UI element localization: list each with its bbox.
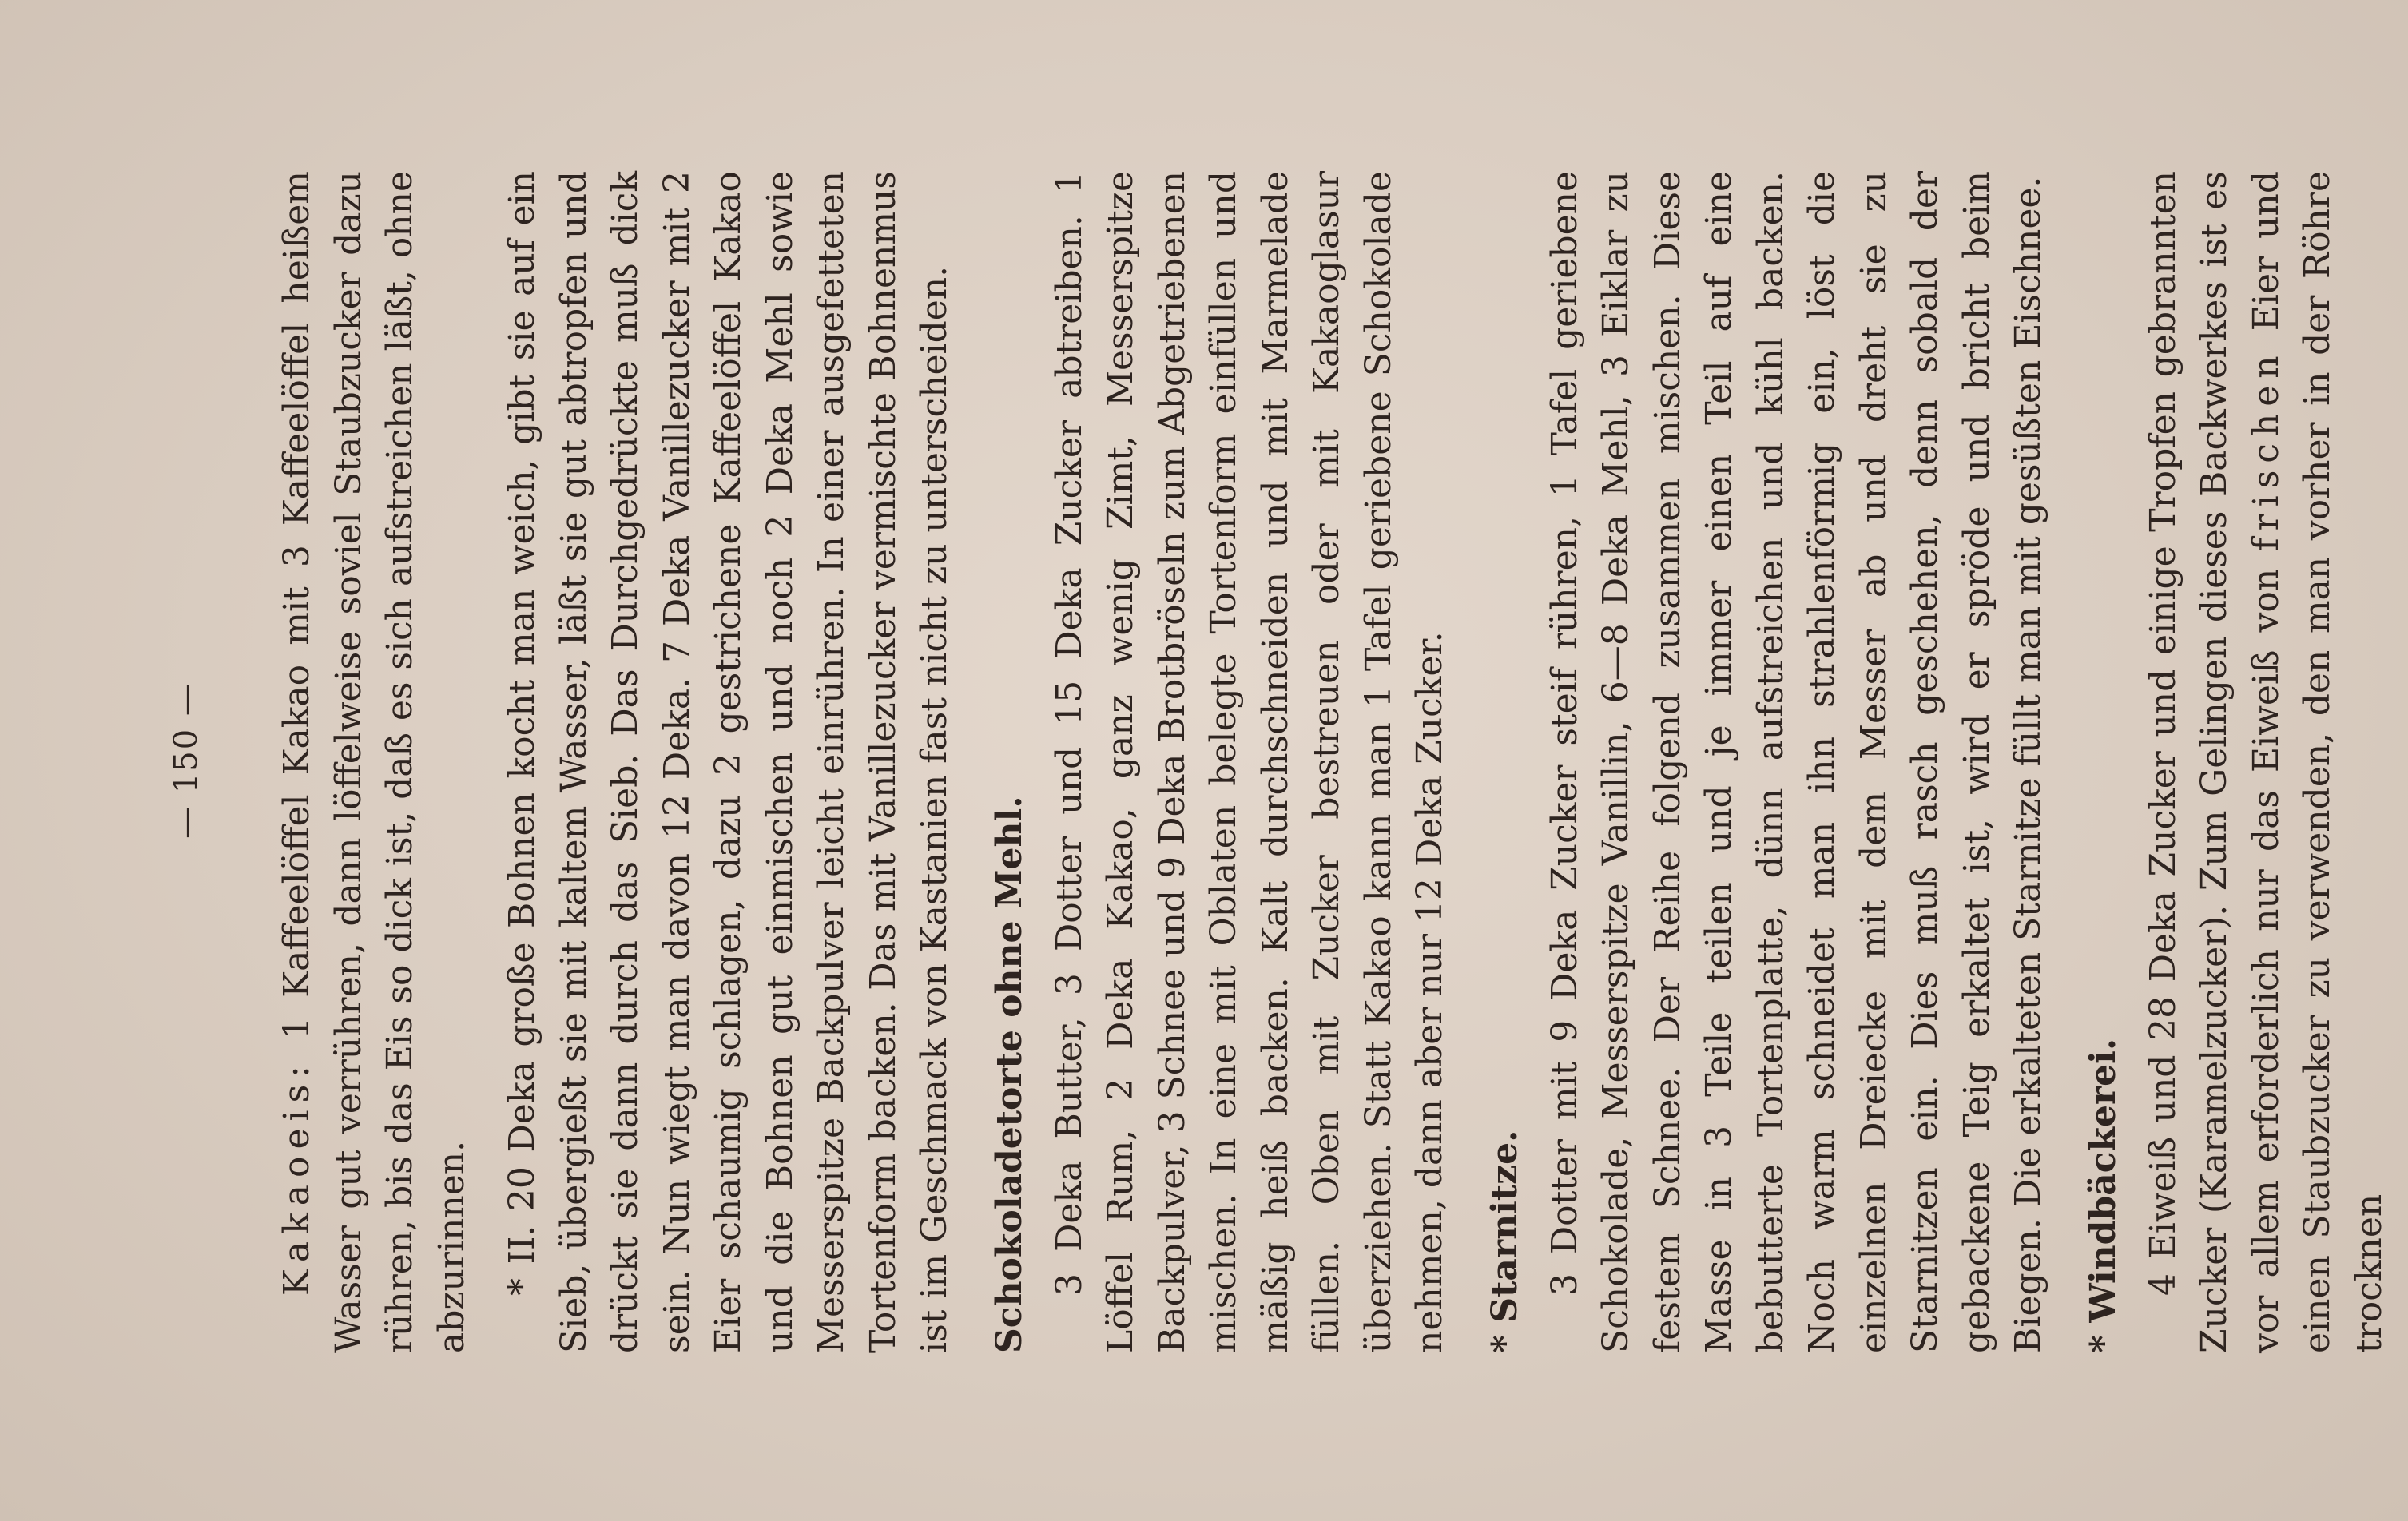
- schokoladetorte-paragraph: 3 Deka Butter, 3 Dotter und 15 Deka Zucker abtreiben. 1 Löffel Rum, 2 Deka Kakao, ganz wenig Zimt, Messerspitze Backpulver, 3 Schnee und 9 Deka Brotbröseln zum Abgetriebenen mischen. In eine mit Oblaten belegte Tortenform einfüllen und mäßig heiß backen. Kalt durchschneiden und mit Marmelade füllen. Oben mit Zucker bestreuen oder mit Kakaoglasur überziehen. Statt Kakao kann man 1 Tafel geriebene Schokolade nehmen, dann aber nur 12 Deka Zucker.: [1048, 171, 1450, 1353]
- windbaeckerei-emphasis: frischen: [2245, 348, 2287, 551]
- windbaeckerei-text-a: 4 Eiweiß und 28 Deka Zucker und einige Tropfen gebrannten Zucker (Karamelzucker). Zum Gelingen dieses Backwerkes ist es vor allem erforderlich nur das Eiweiß von: [2142, 171, 2287, 1353]
- kakaoeis-lead: Kakaoeis:: [276, 1058, 317, 1296]
- windbaeckerei-text-b: Eier und einen Staubzucker zu verwenden, den man vorher in der Röhre trocknen: [2245, 171, 2390, 1353]
- page-body: [272, 171, 2395, 1353]
- windbaeckerei-heading: * Windbäckerei.: [2082, 1038, 2124, 1353]
- kakaoeis-variant-paragraph: * II. 20 Deka große Bohnen kocht man weich, gibt sie auf ein Sieb, übergießt sie mit kaltem Wasser, läßt sie gut abtropfen und drückt sie dann durch das Sieb. Das Durchgedrückte muß dick sein. Nun wiegt man davon 12 Deka. 7 Deka Vanillezucker mit 2 Eier schaumig schlagen, dazu 2 gestrichene Kaffeelöffel Kakao und die Bohnen gut einmischen und noch 2 Deka Mehl sowie Messerspitze Backpulver leicht einrühren. In einer ausgefetteten Tortenform backen. Das mit Vanillezucker vermischte Bohnenmus ist im Geschmack von Kastanien fast nicht zu unterscheiden.: [502, 171, 955, 1353]
- windbaeckerei-paragraph: [2138, 171, 2396, 1353]
- schokoladetorte-heading: Schokoladetorte ohne Mehl.: [988, 796, 1030, 1353]
- kakaoeis-paragraph: [272, 171, 478, 1353]
- starnitze-paragraph: 3 Dotter mit 9 Deka Zucker steif rühren, 1 Tafel geriebene Schokolade, Messerspitze Vanillin, 6—8 Deka Mehl, 3 Eiklar zu festem Schnee. Der Reihe folgend zusammen mischen. Diese Masse in 3 Teile teilen und je immer einen Teil auf eine bebutterte Tortenplatte, dünn aufstreichen und kühl backen. Noch warm schneidet man ihn strahlenförmig ein, löst die einzelnen Dreiecke mit dem Messer ab und dreht sie zu Starnitzen ein. Dies muß rasch geschehen, denn sobald der gebackene Teig erkaltet ist, wird er spröde und bricht beim Biegen. Die erkalteten Starnitze füllt man mit gesüßten Eischnee.: [1544, 171, 2048, 1353]
- kakaoeis-text: 1 Kaffeelöffel Kakao mit 3 Kaffeelöffel heißem Wasser gut verrühren, dann löffelweise soviel Staubzucker dazu rühren, bis das Eis so dick ist, daß es sich aufstreichen läßt, ohne abzurinnen.: [276, 171, 472, 1353]
- page-number: — 150 —: [168, 682, 205, 839]
- starnitze-heading: * Starnitze.: [1484, 1130, 1525, 1353]
